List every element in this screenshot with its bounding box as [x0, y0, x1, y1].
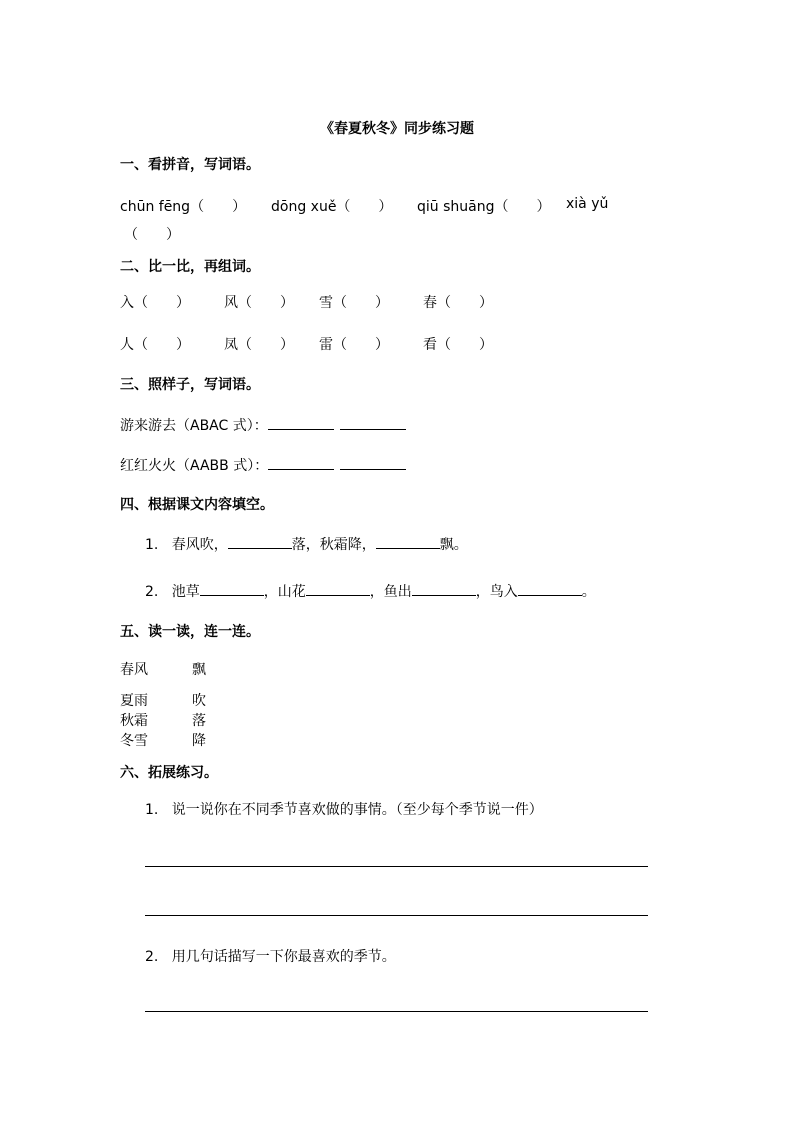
pattern-ex-1: [120, 415, 406, 435]
match-left-item[interactable]: 冬雪: [120, 733, 148, 749]
compare-word: 入（ ）: [120, 295, 190, 311]
answer-blank[interactable]: [376, 536, 440, 549]
section-3-heading: 三、照样子，写词语。: [120, 377, 260, 393]
match-left-item[interactable]: 春风: [120, 662, 148, 678]
pattern-ex-1-label: 游来游去（ABAC 式）：: [120, 418, 268, 434]
pattern-ex-2-label: 红红火火（AABB 式）：: [120, 458, 269, 474]
answer-blank[interactable]: [412, 583, 476, 596]
pinyin-item-4: xià yǔ: [566, 196, 609, 212]
answer-blank[interactable]: [200, 583, 264, 596]
text-fragment: ，山花: [263, 584, 306, 600]
compare-word: 凤（ ）: [224, 337, 294, 353]
compare-word: 雪（ ）: [319, 295, 389, 311]
section-4-heading: 四、根据课文内容填空。: [120, 497, 274, 513]
text-fragment: ，鱼出: [369, 584, 412, 600]
answer-blank[interactable]: [268, 417, 334, 430]
text-fragment: ，鸟入: [475, 584, 518, 600]
section-5-heading: 五、读一读，连一连。: [120, 624, 260, 640]
answer-blank[interactable]: [340, 457, 406, 470]
answer-line[interactable]: [145, 866, 648, 867]
text-fragment: 春风吹，: [171, 537, 228, 553]
compare-word: 雷（ ）: [319, 337, 389, 353]
question-text: 用几句话描写一下你最喜欢的季节。: [171, 949, 396, 965]
text-fragment: 池草: [171, 584, 200, 600]
answer-line[interactable]: [145, 915, 648, 916]
fill-question-1: [145, 534, 468, 554]
page-title: 《春夏秋冬》同步练习题: [320, 121, 474, 137]
question-number: 1.: [145, 537, 159, 553]
compare-word: 风（ ）: [224, 295, 294, 311]
match-right-item[interactable]: 飘: [192, 662, 206, 678]
section-2-heading: 二、比一比，再组词。: [120, 259, 260, 275]
match-left-item[interactable]: 秋霜: [120, 713, 148, 729]
question-number: 1.: [145, 802, 159, 818]
answer-blank[interactable]: [306, 583, 370, 596]
pinyin-item-4-blank: （ ）: [124, 227, 180, 243]
section-1-heading: 一、看拼音，写词语。: [120, 157, 260, 173]
extension-question-1: [145, 799, 543, 819]
answer-blank[interactable]: [518, 583, 582, 596]
compare-word: 春（ ）: [423, 295, 493, 311]
match-right-item[interactable]: 降: [192, 733, 206, 749]
text-fragment: 。: [581, 584, 596, 600]
extension-question-2: [145, 946, 396, 966]
match-right-item[interactable]: 吹: [192, 693, 206, 709]
text-fragment: 飘。: [439, 537, 468, 553]
compare-word: 看（ ）: [423, 337, 493, 353]
compare-word: 人（ ）: [120, 337, 190, 353]
answer-blank[interactable]: [340, 417, 406, 430]
question-number: 2.: [145, 584, 159, 600]
match-right-item[interactable]: 落: [192, 713, 206, 729]
pinyin-item-2: dōng xuě（ ）: [271, 199, 393, 215]
pinyin-item-1: chūn fēng（ ）: [120, 199, 247, 215]
question-number: 2.: [145, 949, 159, 965]
section-6-heading: 六、拓展练习。: [120, 765, 218, 781]
pinyin-item-3: qiū shuāng（ ）: [417, 199, 551, 215]
pattern-ex-2: [120, 455, 406, 475]
match-left-item[interactable]: 夏雨: [120, 693, 148, 709]
fill-question-2: [145, 581, 596, 601]
question-text: 说一说你在不同季节喜欢做的事情。（至少每个季节说一件）: [171, 802, 543, 818]
text-fragment: 落，秋霜降，: [291, 537, 376, 553]
answer-line[interactable]: [145, 1011, 648, 1012]
answer-blank[interactable]: [268, 457, 334, 470]
answer-blank[interactable]: [228, 536, 292, 549]
